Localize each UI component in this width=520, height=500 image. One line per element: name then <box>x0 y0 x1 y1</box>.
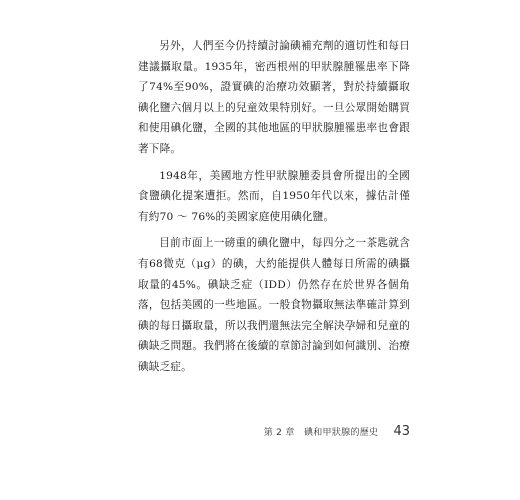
body-text <box>138 36 410 384</box>
page-footer <box>0 420 410 439</box>
paragraph-1: 另外，人們至今仍持續討論碘補充劑的適切性和每日建議攝取量。1935年，密西根州的甲狀腺腫罹患率下降了74%至90%，證實碘的治療功效顯著，對於持續攝取碘化鹽六個月以上的兒童效果特別好。一旦公眾開始購買和使用碘化鹽，全國的其他地區的甲狀腺腫罹患率也會跟著下降。 <box>138 40 410 155</box>
page-number: 43 <box>393 424 410 439</box>
paragraph-2: 1948年，美國地方性甲狀腺腫委員會所提出的全國食鹽碘化提案遭拒。然而，自1950年代以來，據估計僅有約70 ～ 76%的美國家庭使用碘化鹽。 <box>138 169 410 223</box>
running-footer-chapter: 第 2 章 碘和甲狀腺的歷史 <box>263 428 379 438</box>
paragraph-3: 目前市面上一磅重的碘化鹽中，每四分之一茶匙就含有68微克（μg）的碘，大約能提供人體每日所需的碘攝取量的45%。碘缺乏症（IDD）仍然存在於世界各個角落，包括美國的一些地區。一般食物攝取無法準確計算到碘的每日攝取量，所以我們還無法完全解決孕婦和兒童的碘缺乏問題。我們將在後續的章節討論到如何識別、治療碘缺乏症。 <box>138 237 410 373</box>
